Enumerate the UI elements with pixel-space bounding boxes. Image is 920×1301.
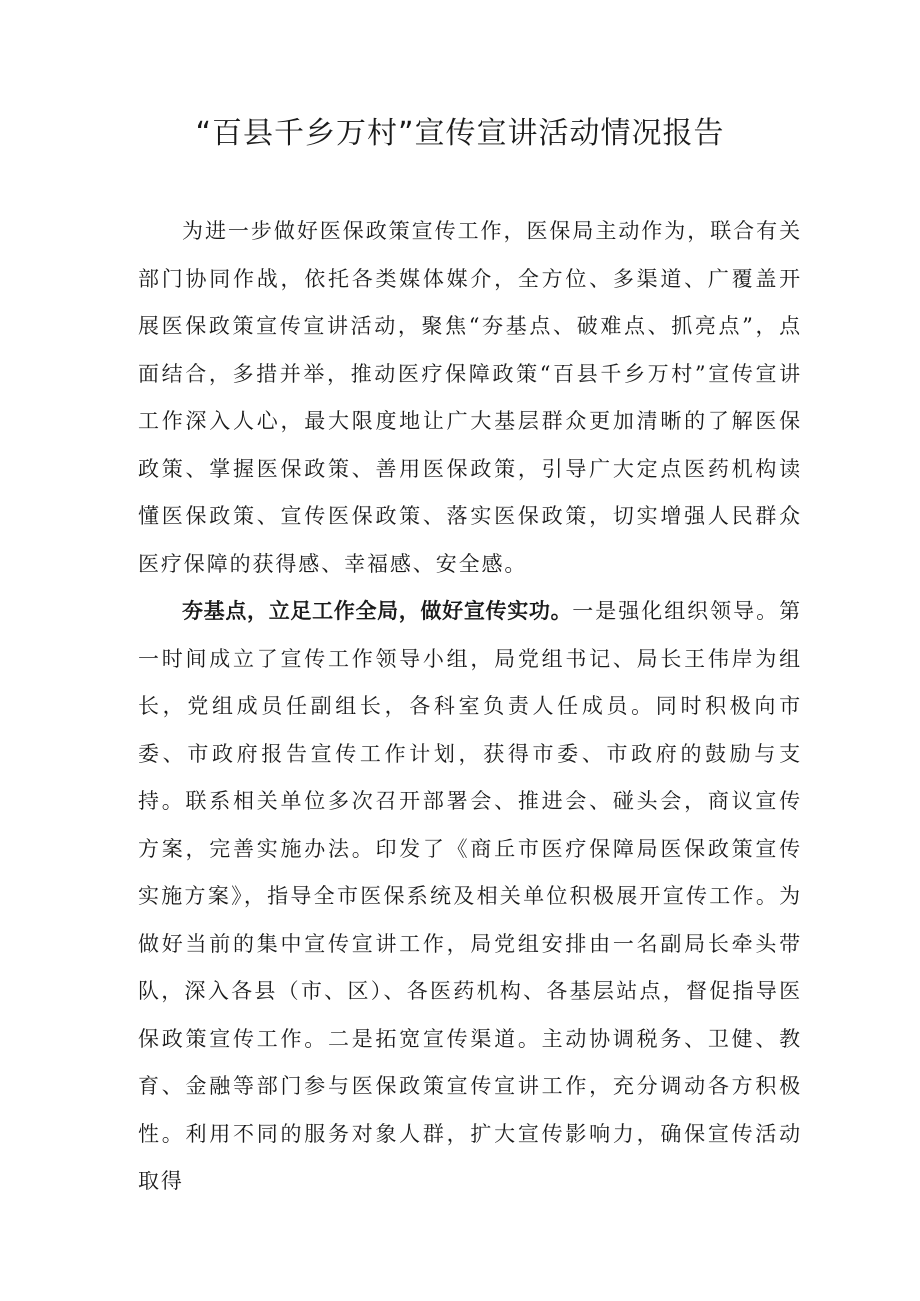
paragraph-text: 为进一步做好医保政策宣传工作，医保局主动作为，联合有关部门协同作战，依托各类媒体媒介，全方位、多渠道、广覆盖开展医保政策宣传宣讲活动，聚焦“夯基点、破难点、抓亮点”，点面结合，多措并举，推动医疗保障政策“百县千乡万村”宣传宣讲工作深入人心，最大限度地让广大基层群众更加清晰的了解医保政策、掌握医保政策、善用医保政策，引导广大定点医药机构读懂医保政策、宣传医保政策、落实医保政策，切实增强人民群众医疗保障的获得感、幸福感、安全感。	[138, 219, 802, 576]
page-title: “百县千乡万村”宣传宣讲活动情况报告	[195, 116, 725, 151]
paragraph-text: 一是强化组织领导。第一时间成立了宣传工作领导小组，局党组书记、局长王伟岸为组长，党组成员任副组长，各科室负责人任成员。同时积极向市委、市政府报告宣传工作计划，获得市委、市政府的鼓励与支持。联系相关单位多次召开部署会、推进会、碰头会，商议宣传方案，完善实施办法。印发了《商丘市医疗保障局医保政策宣传实施方案》，指导全市医保系统及相关单位积极展开宣传工作。为做好当前的集中宣传宣讲工作，局党组安排由一名副局长牵头带队，深入各县（市、区）、各医药机构、各基层站点，督促指导医保政策宣传工作。二是拓宽宣传渠道。主动协调税务、卫健、教育、金融等部门参与医保政策宣传宣讲工作，充分调动各方积极性。利用不同的服务对象人群，扩大宣传影响力，确保宣传活动取得	[138, 599, 802, 1193]
paragraph-lead-heading: 夯基点，立足工作全局，做好宣传实功。	[182, 599, 573, 623]
paragraph-section-1	[138, 588, 802, 1206]
paragraph-intro	[138, 208, 802, 588]
document-body	[138, 208, 802, 1206]
